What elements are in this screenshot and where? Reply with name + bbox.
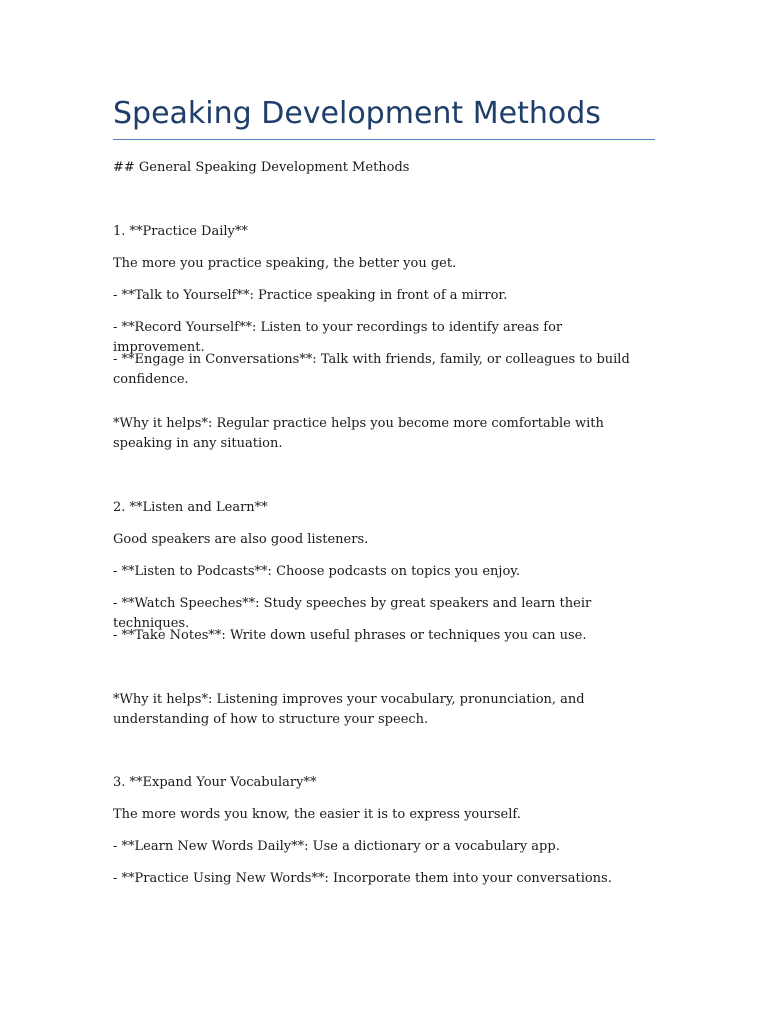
bullet-item: - **Learn New Words Daily**: Use a dictionary or a vocabulary app. xyxy=(113,839,560,854)
method-heading: 2. **Listen and Learn** xyxy=(113,500,268,515)
bullet-item: - **Talk to Yourself**: Practice speaking in front of a mirror. xyxy=(113,288,508,303)
bullet-item: - **Record Yourself**: Listen to your recordings to identify areas for improvement. xyxy=(113,320,563,355)
method-intro: Good speakers are also good listeners. xyxy=(113,532,369,547)
bullet-item: - **Watch Speeches**: Study speeches by great speakers and learn their techniques. xyxy=(113,596,592,631)
bullet-item: - **Listen to Podcasts**: Choose podcasts on topics you enjoy. xyxy=(113,564,521,579)
why-it-helps-note: *Why it helps*: Regular practice helps you become more comfortable with speaking in any situation. xyxy=(113,416,604,451)
method-heading: 3. **Expand Your Vocabulary** xyxy=(113,775,317,790)
method-heading: 1. **Practice Daily** xyxy=(113,224,248,239)
section-heading: ## General Speaking Development Methods xyxy=(113,160,410,175)
why-it-helps-note: *Why it helps*: Listening improves your vocabulary, pronunciation, and understanding of how to structure your speech. xyxy=(113,692,585,727)
method-intro: The more you practice speaking, the better you get. xyxy=(113,256,457,271)
bullet-item: - **Take Notes**: Write down useful phrases or techniques you can use. xyxy=(113,628,587,643)
method-intro: The more words you know, the easier it is to express yourself. xyxy=(113,807,521,822)
bullet-item: - **Engage in Conversations**: Talk with friends, family, or colleagues to build confidence. xyxy=(113,352,630,387)
title-underline xyxy=(113,139,655,140)
document-title: Speaking Development Methods xyxy=(113,96,601,131)
bullet-item: - **Practice Using New Words**: Incorporate them into your conversations. xyxy=(113,871,612,886)
